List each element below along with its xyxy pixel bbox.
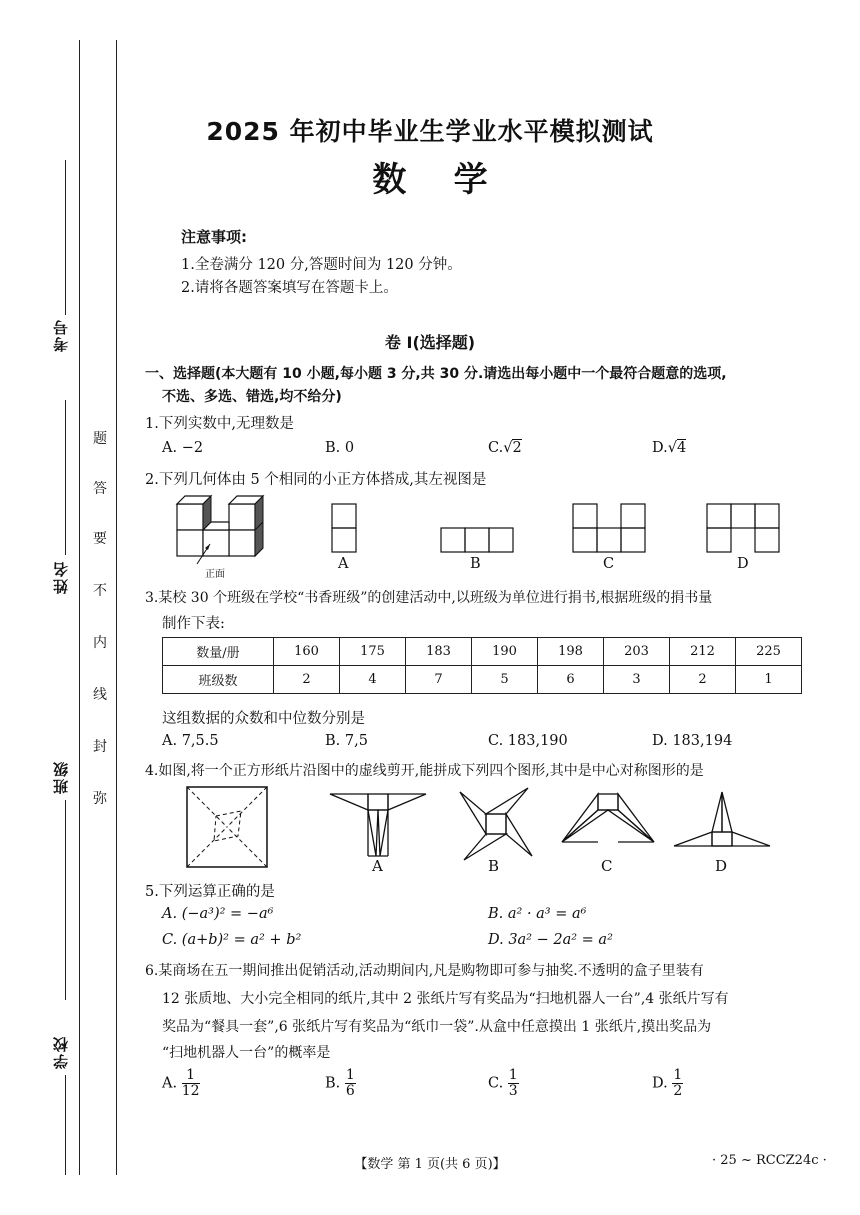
q4-square-figure <box>186 786 268 868</box>
seal-char: 要 <box>93 531 107 547</box>
class-line <box>65 800 66 1000</box>
paper-code: · 25 ~ RCCZ24c · <box>712 1153 827 1168</box>
q6-option-c-label: C. <box>488 1075 504 1092</box>
q4-option-b: B <box>488 857 500 875</box>
q3-stem-line1: 3.某校 30 个班级在学校“书香班级”的创建活动中,以班级为单位进行捐书,根据班级的捐书量 <box>145 590 713 606</box>
q5-option-b: B. a² · a³ = a⁶ <box>488 906 587 922</box>
q2-option-b-figure <box>440 527 514 553</box>
q6-option-c <box>488 1068 519 1099</box>
table-cell: 5 <box>472 666 538 694</box>
q1-option-d <box>652 440 686 456</box>
q2-stem: 2.下列几何体由 5 个相同的小正方体搭成,其左视图是 <box>145 472 487 488</box>
q1-option-d-radicand: 4 <box>676 440 687 456</box>
sqrt-sign: √ <box>667 440 677 456</box>
q4-option-a-figure <box>328 790 428 860</box>
table-cell: 6 <box>538 666 604 694</box>
fraction-numerator: 1 <box>508 1067 518 1083</box>
q1-option-b: B. 0 <box>325 440 355 456</box>
q2-option-d: D <box>737 556 749 572</box>
binding-line-outer <box>79 40 80 1175</box>
fraction <box>672 1068 683 1099</box>
section-heading-cont: 不选、多选、错选,均不给分) <box>162 389 342 405</box>
q6-line4: “扫地机器人一台”的概率是 <box>162 1045 331 1061</box>
q4-stem: 4.如图,将一个正方形纸片沿图中的虚线剪开,能拼成下列四个图形,其中是中心对称图形的是 <box>145 763 704 779</box>
q3-option-b: B. 7,5 <box>325 733 368 749</box>
table-cell: 203 <box>604 638 670 666</box>
table-row <box>163 638 802 666</box>
seal-char: 封 <box>93 739 107 755</box>
fraction-denominator: 2 <box>673 1083 683 1099</box>
q3-option-c: C. 183,190 <box>488 733 568 749</box>
q5-stem: 5.下列运算正确的是 <box>145 884 275 900</box>
notice-item: 2.请将各题答案填写在答题卡上。 <box>181 280 398 296</box>
seal-char: 题 <box>93 431 107 447</box>
table-cell: 2 <box>670 666 736 694</box>
fraction-numerator: 1 <box>673 1067 683 1083</box>
q6-option-a <box>162 1068 200 1099</box>
table-cell: 225 <box>736 638 802 666</box>
fraction <box>345 1068 356 1099</box>
table-cell: 4 <box>340 666 406 694</box>
table-cell: 3 <box>604 666 670 694</box>
q4-option-a: A <box>372 857 383 875</box>
fraction-numerator: 1 <box>345 1067 355 1083</box>
q4-option-d: D <box>715 857 728 875</box>
q2-option-d-figure <box>706 503 780 553</box>
name-line <box>65 400 66 555</box>
q6-option-b <box>325 1068 356 1099</box>
binding-line-inner <box>116 40 117 1175</box>
q6-line2: 12 张质地、大小完全相同的纸片,其中 2 张纸片写有奖品为“扫地机器人一台”,4 张纸片写有 <box>162 991 729 1007</box>
seal-char: 内 <box>93 635 107 651</box>
q6-option-b-label: B. <box>325 1075 341 1092</box>
q3-option-d: D. 183,194 <box>652 733 733 749</box>
q3-stem-line2: 制作下表: <box>162 616 225 632</box>
table-cell: 183 <box>406 638 472 666</box>
q1-option-c-radicand: 2 <box>512 440 522 456</box>
table-header-cell: 数量/册 <box>163 638 274 666</box>
q1-option-a: A. −2 <box>162 440 204 456</box>
q4-option-d-figure <box>672 790 772 850</box>
q3-question: 这组数据的众数和中位数分别是 <box>162 711 365 727</box>
q2-option-c-figure <box>572 503 646 553</box>
table-header-cell: 班级数 <box>163 666 274 694</box>
q3-option-a: A. 7,5.5 <box>162 733 219 749</box>
page-footer: 【数学 第 1 页(共 6 页)】 <box>354 1157 506 1172</box>
q6-option-d <box>652 1068 683 1099</box>
q1-option-d-label: D. <box>652 440 668 456</box>
seal-char: 答 <box>93 481 107 497</box>
table-cell: 2 <box>274 666 340 694</box>
seal-char: 线 <box>93 687 107 703</box>
q2-option-a: A <box>338 556 349 572</box>
subject-title: 数 学 <box>372 160 488 200</box>
table-cell: 212 <box>670 638 736 666</box>
q4-option-b-figure <box>458 786 534 862</box>
q1-option-c <box>488 440 522 456</box>
name-label: 姓名 <box>52 560 70 594</box>
seal-char: 不 <box>93 583 107 599</box>
school-label: 学校 <box>52 1035 70 1069</box>
fraction-denominator: 12 <box>181 1083 200 1099</box>
seal-char: 弥 <box>93 791 107 807</box>
fraction <box>182 1068 200 1099</box>
q4-option-c-figure <box>560 790 656 846</box>
table-cell: 7 <box>406 666 472 694</box>
table-row <box>163 666 802 694</box>
volume-title: 卷 Ⅰ(选择题) <box>384 333 476 352</box>
q6-option-a-label: A. <box>162 1075 178 1092</box>
table-cell: 160 <box>274 638 340 666</box>
exam-title: 2025 年初中毕业生学业水平模拟测试 <box>206 117 654 146</box>
table-cell: 198 <box>538 638 604 666</box>
sqrt-sign: √ <box>503 440 513 456</box>
q6-line3: 奖品为“餐具一套”,6 张纸片写有奖品为“纸巾一袋”.从盒中任意摸出 1 张纸片,摸出奖品为 <box>162 1019 712 1035</box>
q4-option-c: C <box>601 857 613 875</box>
q5-option-d: D. 3a² − 2a² = a² <box>488 932 613 948</box>
fraction <box>508 1068 519 1099</box>
q2-solid-figure <box>175 494 275 564</box>
q6-line1: 6.某商场在五一期间推出促销活动,活动期间内,凡是购物即可参与抽奖.不透明的盒子里装有 <box>145 963 704 979</box>
q5-option-a: A. (−a³)² = −a⁶ <box>162 906 274 922</box>
fraction-denominator: 6 <box>345 1083 355 1099</box>
notice-item: 1.全卷满分 120 分,答题时间为 120 分钟。 <box>181 257 462 273</box>
q2-front-label: 正面 <box>205 569 225 580</box>
q1-stem: 1.下列实数中,无理数是 <box>145 416 294 432</box>
table-cell: 1 <box>736 666 802 694</box>
table-cell: 190 <box>472 638 538 666</box>
q1-option-c-label: C. <box>488 440 504 456</box>
q2-option-b: B <box>470 556 481 572</box>
q3-data-table <box>162 637 802 694</box>
notice-heading: 注意事项: <box>181 228 247 246</box>
class-label: 班级 <box>52 760 70 794</box>
exam-number-label: 考号 <box>52 318 70 352</box>
section-heading: 一、选择题(本大题有 10 小题,每小题 3 分,共 30 分.请选出每小题中一个最符合题意的选项, <box>145 366 727 382</box>
q6-option-d-label: D. <box>652 1075 668 1092</box>
fraction-denominator: 3 <box>508 1083 518 1099</box>
fraction-numerator: 1 <box>182 1068 200 1084</box>
table-cell: 175 <box>340 638 406 666</box>
q5-option-c: C. (a+b)² = a² + b² <box>162 932 302 948</box>
q2-option-a-figure <box>331 503 357 553</box>
q2-option-c: C <box>603 556 615 572</box>
